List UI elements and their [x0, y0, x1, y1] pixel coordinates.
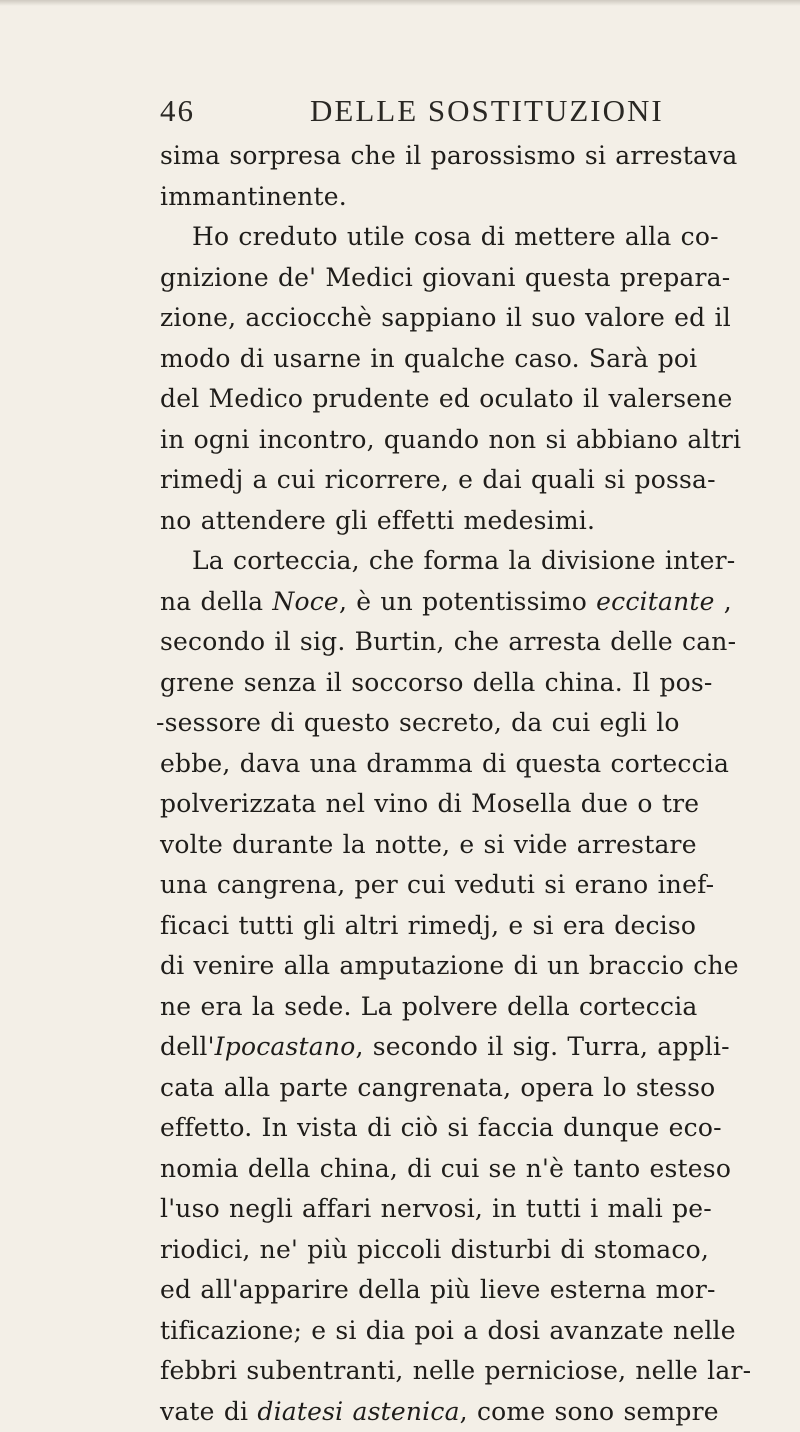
text-line: del Medico prudente ed oculato il valersene: [160, 379, 800, 420]
text-line: ficaci tutti gli altri rimedj, e si era deciso: [160, 906, 800, 947]
text-line: -sessore di questo secreto, da cui egli lo: [156, 703, 800, 744]
text-line: riodici, ne' più piccoli disturbi di stomaco,: [160, 1230, 800, 1271]
italic-term: eccitante: [596, 587, 715, 616]
page-number: 46: [160, 93, 195, 129]
text-run: , secondo il sig. Turra, appli-: [355, 1032, 729, 1061]
text-line: tificazione; e si dia poi a dosi avanzate nelle: [160, 1311, 800, 1352]
text-run: , come sono sempre: [460, 1397, 719, 1426]
text-line: [160, 1027, 800, 1068]
body-text: [160, 136, 800, 1432]
text-line: sima sorpresa che il parossismo si arrestava: [160, 136, 800, 177]
italic-term: Noce: [272, 587, 339, 616]
text-line: in ogni incontro, quando non si abbiano altri: [160, 420, 800, 461]
italic-term: diatesi astenica: [257, 1397, 459, 1426]
text-line: di venire alla amputazione di un braccio che: [160, 946, 800, 987]
text-line: secondo il sig. Burtin, che arresta delle can-: [160, 622, 800, 663]
text-line: ebbe, dava una dramma di questa corteccia: [160, 744, 800, 785]
text-line: rimedj a cui ricorrere, e dai quali si possa-: [160, 460, 800, 501]
text-run: vate di: [160, 1397, 257, 1426]
text-line: [160, 1392, 800, 1432]
text-line: nomia della china, di cui se n'è tanto esteso: [160, 1149, 800, 1190]
text-line: ed all'apparire della più lieve esterna mor-: [160, 1270, 800, 1311]
text-line: no attendere gli effetti medesimi.: [160, 501, 800, 542]
text-run: na della: [160, 587, 272, 616]
text-line: effetto. In vista di ciò si faccia dunque eco-: [160, 1108, 800, 1149]
text-line: immantinente.: [160, 177, 800, 218]
text-line: ne era la sede. La polvere della corteccia: [160, 987, 800, 1028]
text-line: cata alla parte cangrenata, opera lo stesso: [160, 1068, 800, 1109]
text-run: ,: [715, 587, 732, 616]
page-header: [160, 93, 760, 133]
italic-term: Ipocastano: [215, 1032, 356, 1061]
text-line: febbri subentranti, nelle perniciose, nelle lar-: [160, 1351, 800, 1392]
text-line: modo di usarne in qualche caso. Sarà poi: [160, 339, 800, 380]
text-line: [160, 582, 800, 623]
text-line: volte durante la notte, e si vide arrestare: [160, 825, 800, 866]
text-line: polverizzata nel vino di Mosella due o tre: [160, 784, 800, 825]
top-rule: [0, 0, 800, 6]
paragraph-start-line: Ho creduto utile cosa di mettere alla co-: [160, 217, 800, 258]
text-line: grene senza il soccorso della china. Il pos-: [160, 663, 800, 704]
text-line: zione, acciocchè sappiano il suo valore ed il: [160, 298, 800, 339]
paragraph-start-line: La corteccia, che forma la divisione inter-: [160, 541, 800, 582]
running-title: DELLE SOSTITUZIONI: [310, 93, 664, 129]
text-line: l'uso negli affari nervosi, in tutti i mali pe-: [160, 1189, 800, 1230]
text-run: , è un potentissimo: [339, 587, 596, 616]
text-line: una cangrena, per cui veduti si erano inef-: [160, 865, 800, 906]
text-line: gnizione de' Medici giovani questa prepara-: [160, 258, 800, 299]
text-run: dell': [160, 1032, 215, 1061]
